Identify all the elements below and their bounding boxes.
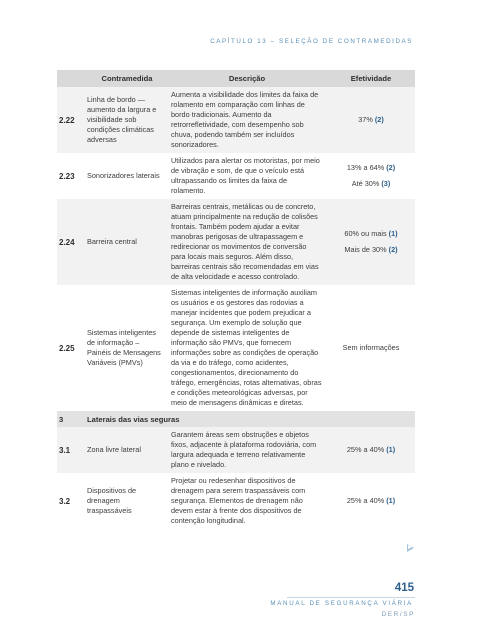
header-description: Descrição <box>228 74 266 83</box>
reference-marker: (2) <box>388 245 398 254</box>
row-effectiveness <box>327 445 415 455</box>
table-row <box>57 87 415 153</box>
reference-marker: (3) <box>381 179 391 188</box>
page-number: 415 <box>394 582 414 594</box>
row-effectiveness <box>327 163 415 189</box>
row-countermeasure: Sistemas inteligentes de informação – Painéis de Mensagens Variáveis (PMVs) <box>87 328 161 367</box>
chapter-title: CAPÍTULO 13 – SELEÇÃO DE CONTRAMEDIDAS <box>210 38 413 45</box>
table-body-section-3 <box>57 427 415 529</box>
section-number: 3 <box>59 414 64 424</box>
effectiveness-value <box>327 179 415 189</box>
effectiveness-text: 37% <box>358 115 375 124</box>
effectiveness-text: 13% a 64% <box>346 163 387 172</box>
row-description: Sistemas inteligentes de informação auxiliam os usuários e os gestores das rodovias a manejar incidentes que podem prejudicar a segurança. Um exemplo de solução que depende de sistemas inteligentes de informação são PMVs, que fornecem informações sobre as condições de operação da via e do tráfego, como acidentes, congestionamentos, direcionamento do tráfego, emergências, rotas alternativas, obras e condições meteorológicas adversas, por meio de mensagens dinâmicas e diretas. <box>171 288 322 407</box>
table-row <box>57 285 415 411</box>
effectiveness-value <box>327 496 415 506</box>
effectiveness-text: 25% a 40% <box>346 445 387 454</box>
manual-title: MANUAL DE SEGURANÇA VIÁRIA <box>270 600 413 607</box>
effectiveness-text: 25% a 40% <box>346 496 387 505</box>
footer-divider <box>287 597 415 598</box>
reference-marker: (1) <box>388 229 398 238</box>
header-effectiveness: Efetividade <box>350 74 392 83</box>
row-description: Garantem áreas sem obstruções e objetos fixos, adjacente à plataforma rodoviária, com largura adequada e terreno relativamente plano e nivelado. <box>171 430 317 469</box>
table-row <box>57 427 415 473</box>
effectiveness-text: 60% ou mais <box>344 229 389 238</box>
section-title: Laterais das vias seguras <box>87 414 180 424</box>
effectiveness-value <box>327 229 415 239</box>
row-number: 2.22 <box>59 115 75 125</box>
reference-marker: (2) <box>386 163 396 172</box>
effectiveness-text: Sem informações <box>342 343 400 352</box>
effectiveness-value <box>327 343 415 353</box>
row-number: 2.23 <box>59 171 75 181</box>
row-effectiveness <box>327 496 415 506</box>
row-countermeasure: Barreira central <box>87 237 137 246</box>
row-countermeasure: Linha de bordo — aumento da largura e visibilidade sob condições climáticas adversas <box>87 95 157 144</box>
row-effectiveness <box>327 229 415 255</box>
row-description: Utilizados para alertar os motoristas, por meio de vibração e som, de que o veículo está ultrapassando os limites da faixa de rolamento. <box>171 156 320 195</box>
reference-marker: (1) <box>386 496 396 505</box>
reference-marker: (2) <box>374 115 384 124</box>
row-number: 3.1 <box>59 445 71 455</box>
row-number: 2.24 <box>59 237 75 247</box>
effectiveness-value <box>327 245 415 255</box>
table-row <box>57 153 415 199</box>
row-effectiveness <box>327 115 415 125</box>
effectiveness-text: Mais de 30% <box>344 245 389 254</box>
effectiveness-value <box>327 163 415 173</box>
row-number: 2.25 <box>59 343 75 353</box>
table-row <box>57 199 415 285</box>
row-countermeasure: Sonorizadores laterais <box>87 171 160 180</box>
row-effectiveness <box>327 343 415 353</box>
table-row <box>57 473 415 529</box>
header-countermeasure: Contramedida <box>101 74 153 83</box>
table-header <box>57 70 415 87</box>
row-countermeasure: Dispositivos de drenagem traspassáveis <box>87 486 137 515</box>
row-countermeasure: Zona livre lateral <box>87 445 141 454</box>
reference-marker: (1) <box>386 445 396 454</box>
countermeasures-table <box>57 70 415 529</box>
table-body-section-2 <box>57 87 415 411</box>
row-description: Projetar ou redesenhar dispositivos de drenagem para serem traspassáveis com segurança. Elementos de drenagem não devem estar à frente dos dispositivos de contenção longitudinal. <box>171 476 306 525</box>
effectiveness-text: Até 30% <box>351 179 382 188</box>
row-description: Aumenta a visibilidade dos limites da faixa de rolamento em comparação com linhas de bordo tradicionais. Aumento da retrorrefletividade, com desempenho sob chuva, podendo também ser incluídos sonorizadores. <box>171 90 319 149</box>
effectiveness-value <box>327 115 415 125</box>
publisher: DER/SP <box>381 611 415 618</box>
row-number: 3.2 <box>59 496 71 506</box>
section-row <box>57 411 415 427</box>
row-description: Barreiras centrais, metálicas ou de concreto, atuam principalmente na redução de colisões frontais. Também podem ajudar a evitar manobras perigosas de ultrapassagem e redirecionar os movimentos de conversão para locais mais seguros. Além disso, barreiras centrais são recomendadas em vias de alta velocidade e acesso controlado. <box>171 202 319 281</box>
effectiveness-value <box>327 445 415 455</box>
play-triangle-icon[interactable] <box>407 544 414 552</box>
